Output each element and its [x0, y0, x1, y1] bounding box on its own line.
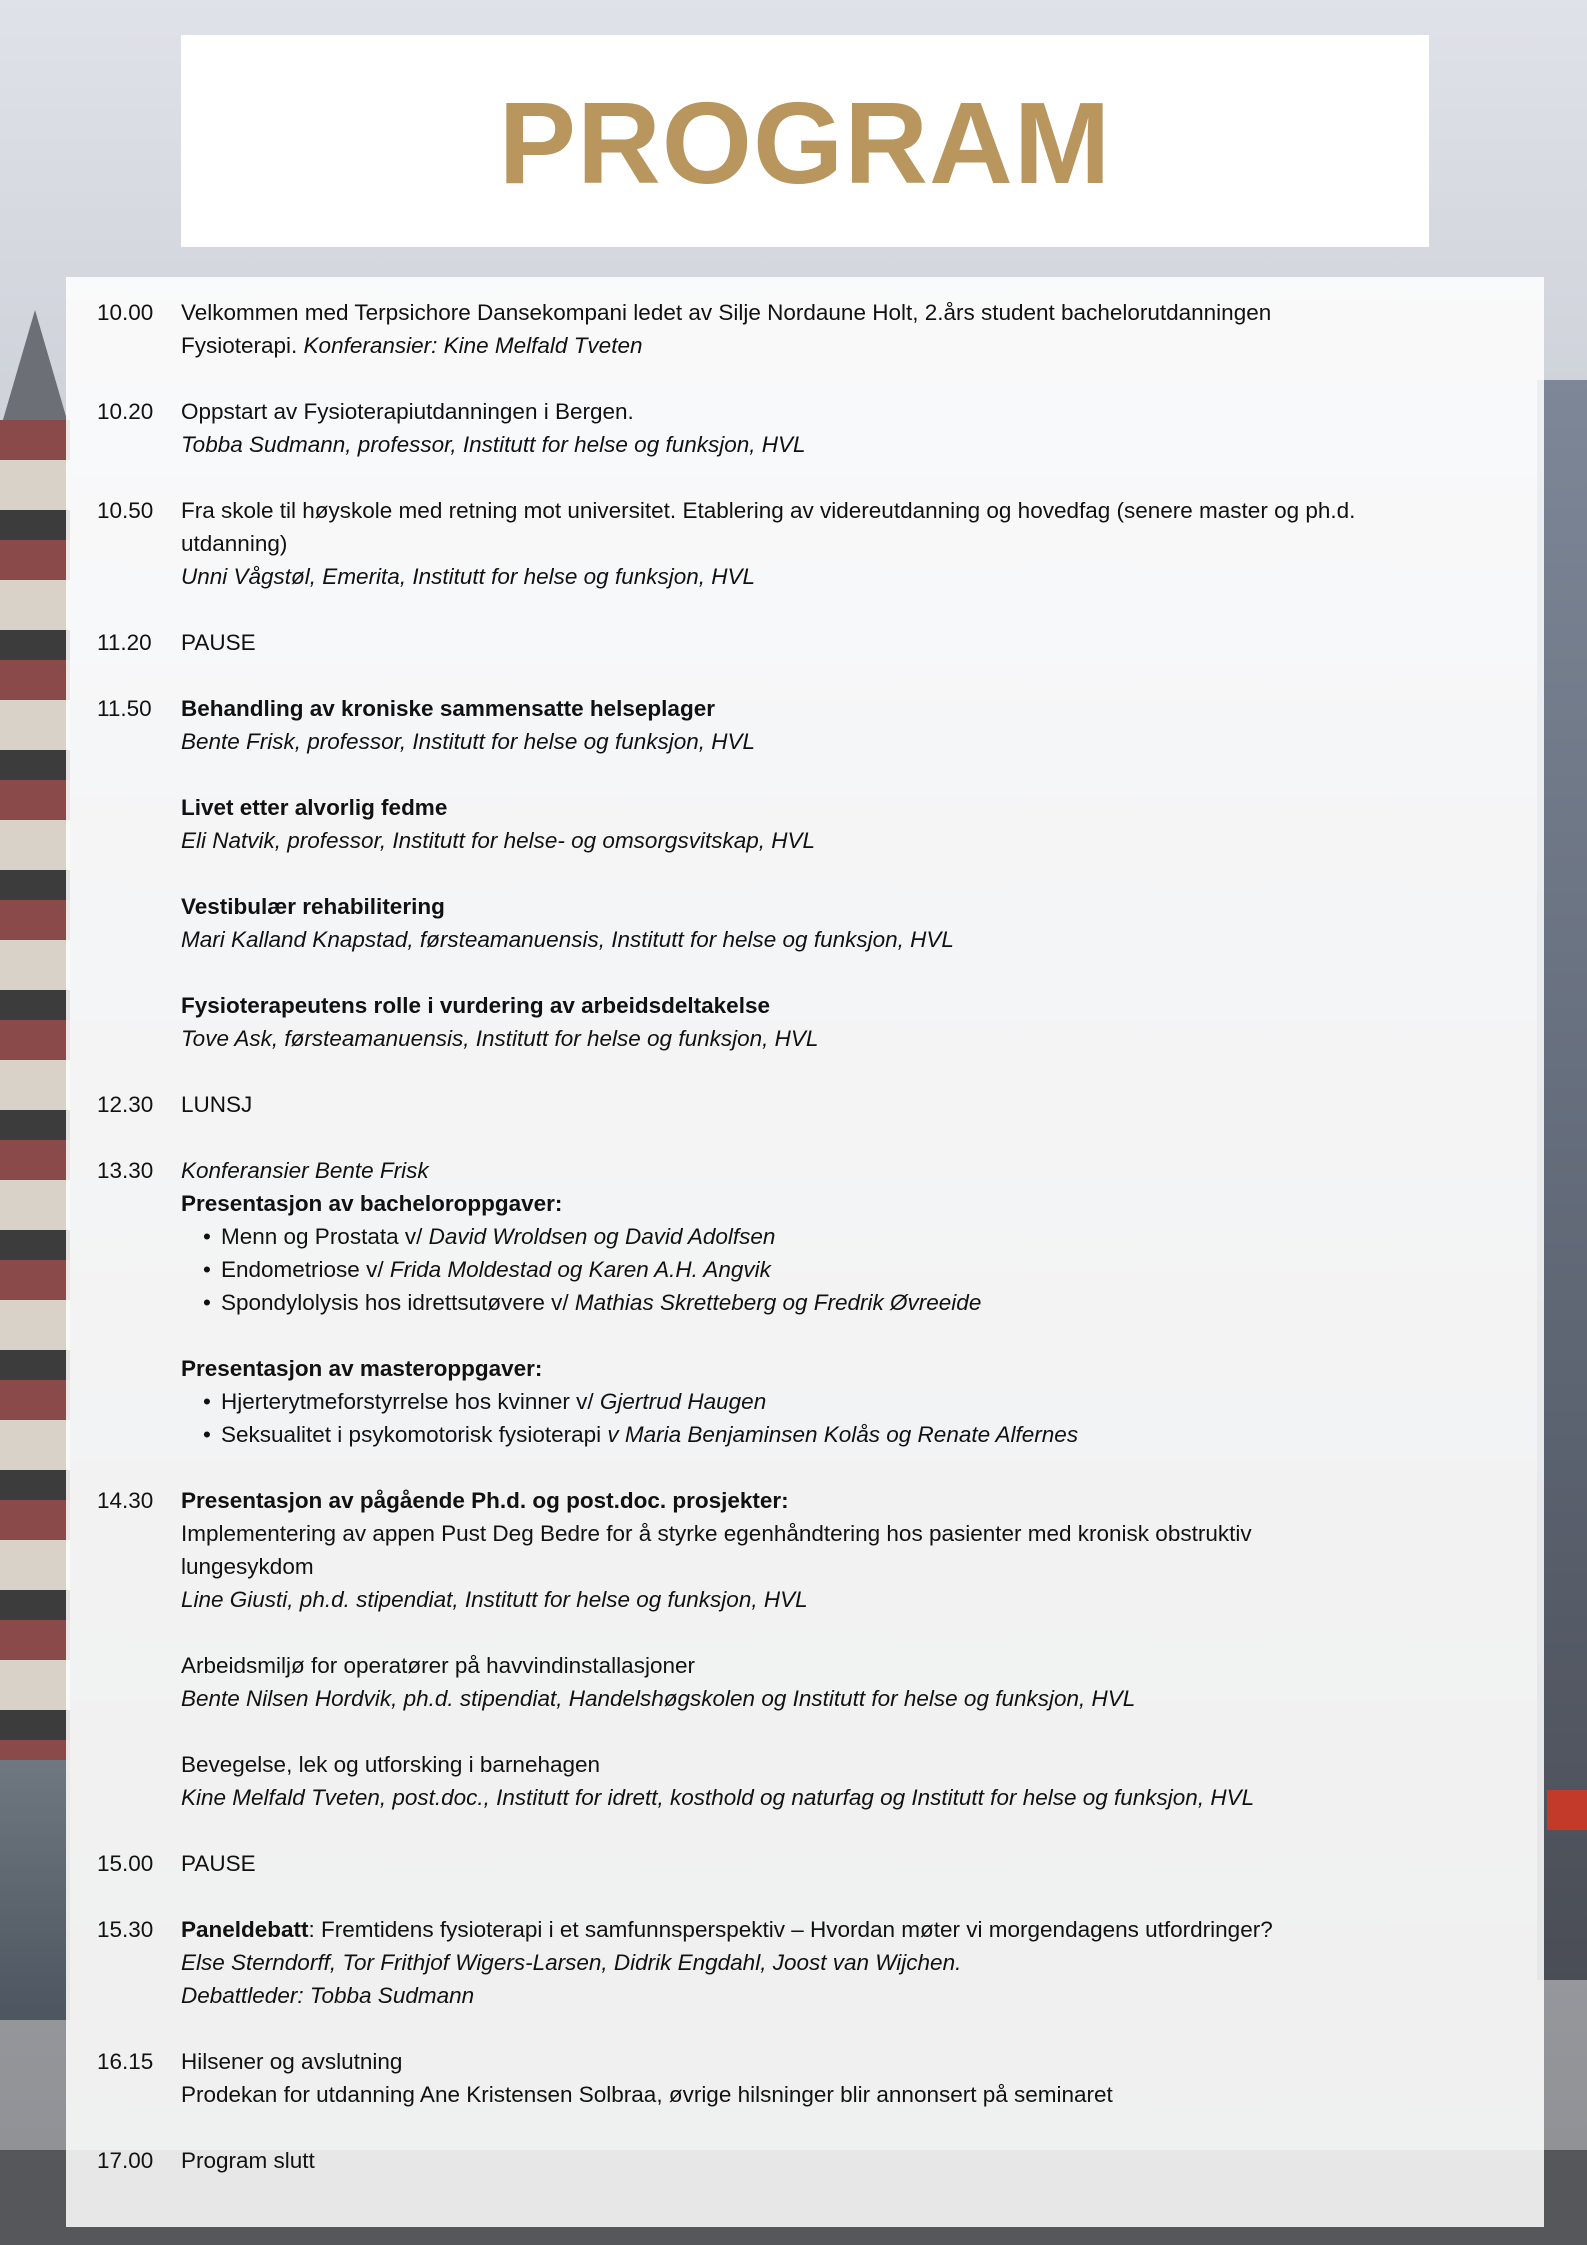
master-heading: Presentasjon av masteroppgaver:	[181, 1356, 543, 1381]
item-title-cont: Fysioterapi.	[181, 333, 304, 358]
project-title: Bevegelse, lek og utforsking i barnehagen	[181, 1752, 601, 1777]
talk-speaker: Bente Frisk, professor, Institutt for helse og funksjon, HVL	[181, 729, 756, 754]
list-item: • Spondylolysis hos idrettsutøvere v/ Mathias Skretteberg og Fredrik Øvreeide	[181, 1286, 1497, 1319]
item-title-cont: utdanning)	[181, 531, 288, 556]
item-title: PAUSE	[181, 1851, 256, 1876]
program-item	[97, 395, 1497, 461]
item-time: 13.30	[97, 1158, 154, 1183]
project-speaker: Line Giusti, ph.d. stipendiat, Institutt for helse og funksjon, HVL	[181, 1587, 808, 1612]
program-item	[97, 1847, 1497, 1880]
program-item	[97, 1154, 1497, 1451]
program-item	[97, 494, 1497, 593]
item-detail: Prodekan for utdanning Ane Kristensen Solbraa, øvrige hilsninger blir annonsert på seminaret	[181, 2082, 1113, 2107]
program-item	[97, 1913, 1497, 2012]
item-time: 15.30	[97, 1917, 154, 1942]
bachelor-heading: Presentasjon av bacheloroppgaver:	[181, 1191, 563, 1216]
list-item: • Menn og Prostata v/ David Wroldsen og David Adolfsen	[181, 1220, 1497, 1253]
project-title: Arbeidsmiljø for operatører på havvindinstallasjoner	[181, 1653, 695, 1678]
item-time: 15.00	[97, 1851, 154, 1876]
church-spire	[0, 310, 70, 430]
page-title: PROGRAM	[498, 78, 1112, 208]
panel-members: Else Sterndorff, Tor Frithjof Wigers-Larsen, Didrik Engdahl, Joost van Wijchen.	[181, 1950, 962, 1975]
item-title: Velkommen med Terpsichore Dansekompani ledet av Silje Nordaune Holt, 2.års student bachelorutdanningen	[181, 300, 1272, 325]
talk-title: Fysioterapeutens rolle i vurdering av arbeidsdeltakelse	[181, 993, 770, 1018]
item-time: 10.00	[97, 300, 154, 325]
item-speaker: Tobba Sudmann, professor, Institutt for helse og funksjon, HVL	[181, 432, 806, 457]
list-item: • Hjerterytmeforstyrrelse hos kvinner v/ Gjertrud Haugen	[181, 1385, 1497, 1418]
program-item	[97, 1484, 1497, 1814]
host-name: Konferansier Bente Frisk	[181, 1158, 429, 1183]
project-speaker: Bente Nilsen Hordvik, ph.d. stipendiat, Handelshøgskolen og Institutt for helse og funksjon, HVL	[181, 1686, 1136, 1711]
phd-heading: Presentasjon av pågående Ph.d. og post.doc. prosjekter:	[181, 1488, 789, 1513]
project-speaker: Kine Melfald Tveten, post.doc., Institutt for idrett, kosthold og naturfag og Institutt for helse og funksjon, HVL	[181, 1785, 1255, 1810]
talk-speaker: Mari Kalland Knapstad, førsteamanuensis, Institutt for helse og funksjon, HVL	[181, 927, 954, 952]
item-title: Fra skole til høyskole med retning mot universitet. Etablering av videreutdanning og hovedfag (senere master og ph.d.	[181, 498, 1356, 523]
project-title: Implementering av appen Pust Deg Bedre for å styrke egenhåndtering hos pasienter med kronisk obstruktiv	[181, 1521, 1252, 1546]
program-item	[97, 296, 1497, 362]
bus-shape	[1547, 1790, 1587, 1830]
item-time: 17.00	[97, 2148, 154, 2173]
item-title: LUNSJ	[181, 1092, 253, 1117]
item-speaker: Unni Vågstøl, Emerita, Institutt for helse og funksjon, HVL	[181, 564, 756, 589]
project-title-cont: lungesykdom	[181, 1554, 314, 1579]
program-item	[97, 2045, 1497, 2111]
item-title: Oppstart av Fysioterapiutdanningen i Bergen.	[181, 399, 634, 424]
list-item: • Endometriose v/ Frida Moldestad og Karen A.H. Angvik	[181, 1253, 1497, 1286]
item-time: 14.30	[97, 1488, 154, 1513]
talk-title: Behandling av kroniske sammensatte helseplager	[181, 696, 715, 721]
building-right	[1537, 380, 1587, 1980]
master-list	[181, 1385, 1497, 1451]
list-item: • Seksualitet i psykomotorisk fysioterapi v Maria Benjaminsen Kolås og Renate Alfernes	[181, 1418, 1497, 1451]
panel-moderator: Debattleder: Tobba Sudmann	[181, 1983, 475, 2008]
item-title: Hilsener og avslutning	[181, 2049, 403, 2074]
program-item	[97, 2144, 1497, 2177]
program-item	[97, 626, 1497, 659]
water-area	[0, 1760, 70, 2020]
talk-title: Vestibulær rehabilitering	[181, 894, 445, 919]
talk-title: Livet etter alvorlig fedme	[181, 795, 448, 820]
host-name: Konferansier: Kine Melfald Tveten	[303, 333, 643, 358]
title-box	[181, 35, 1429, 247]
item-title: Program slutt	[181, 2148, 315, 2173]
talk-speaker: Eli Natvik, professor, Institutt for helse- og omsorgsvitskap, HVL	[181, 828, 815, 853]
building-left	[0, 420, 70, 1920]
item-time: 10.20	[97, 399, 154, 424]
program-list	[97, 296, 1497, 2210]
talk-speaker: Tove Ask, førsteamanuensis, Institutt for helse og funksjon, HVL	[181, 1026, 819, 1051]
item-time: 11.20	[97, 630, 152, 655]
item-time: 10.50	[97, 498, 154, 523]
item-time: 12.30	[97, 1092, 154, 1117]
item-title: PAUSE	[181, 630, 256, 655]
program-item	[97, 692, 1497, 1055]
panel-label: Paneldebatt	[181, 1917, 309, 1942]
item-time: 11.50	[97, 696, 152, 721]
bachelor-list	[181, 1220, 1497, 1319]
item-time: 16.15	[97, 2049, 154, 2074]
panel-topic: : Fremtidens fysioterapi i et samfunnsperspektiv – Hvordan møter vi morgendagens utfordringer?	[308, 1917, 1273, 1942]
program-item	[97, 1088, 1497, 1121]
